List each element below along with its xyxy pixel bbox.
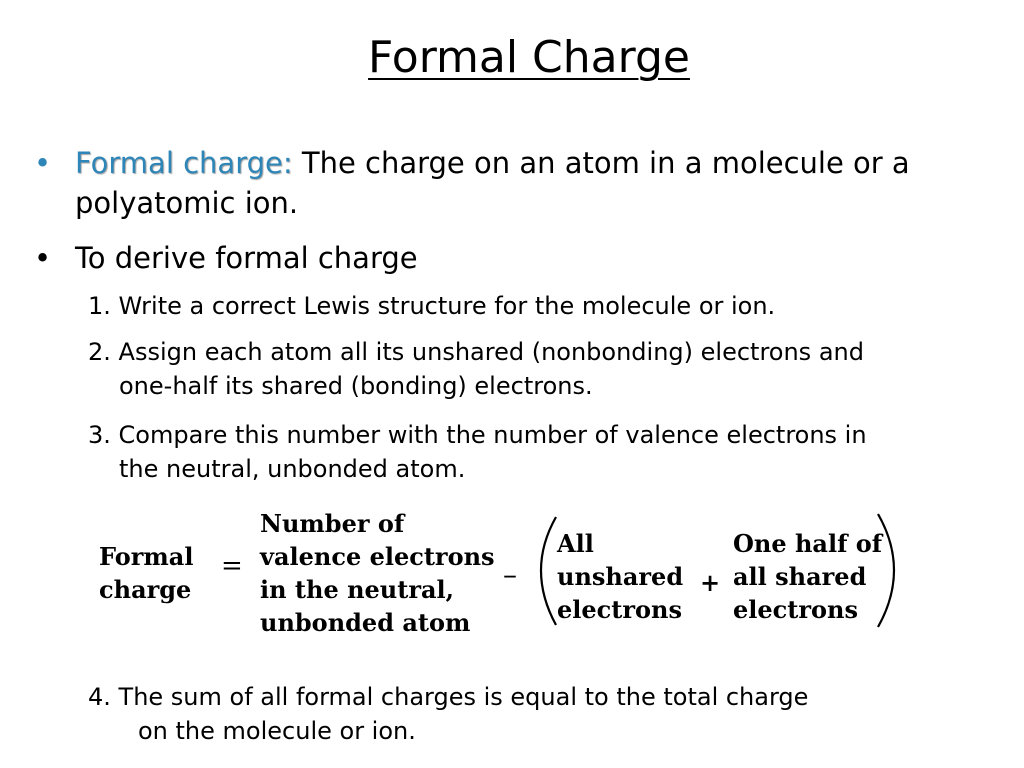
formula-half-shared-line: electrons	[733, 595, 858, 624]
step-4-continuation: on the molecule or ion.	[138, 717, 416, 745]
formula-lhs-line: Formal	[99, 542, 194, 571]
step-4	[88, 680, 1008, 748]
formula-valence-line: unbonded atom	[260, 608, 471, 637]
step-4-text: 4. The sum of all formal charges is equal to the total charge	[88, 683, 809, 711]
step-2-continuation: one-half its shared (bonding) electrons.	[119, 372, 593, 400]
right-parenthesis	[878, 514, 894, 627]
bullet-derive-formal-charge	[34, 238, 994, 278]
formula-minus-sign: –	[503, 558, 517, 591]
formula-valence-term	[260, 507, 495, 639]
formula-unshared-line: unshared	[557, 562, 684, 591]
formula-half-shared-term	[733, 527, 882, 626]
bullet-marker: •	[34, 241, 52, 275]
step-3-continuation: the neutral, unbonded atom.	[119, 455, 466, 483]
definition-term: Formal charge:	[75, 146, 293, 180]
formula-unshared-term	[557, 527, 683, 626]
formula-unshared-line: electrons	[557, 595, 682, 624]
step-1	[88, 289, 1008, 323]
formula-valence-line: valence electrons	[260, 542, 495, 571]
bullet-marker: •	[34, 146, 52, 180]
formula-half-shared-line: all shared	[733, 562, 867, 591]
formula-plus-sign: +	[700, 568, 721, 597]
definition-text: The charge on an atom in a molecule or a polyatomic ion.	[75, 146, 910, 220]
formula-half-shared-line: One half of	[733, 529, 883, 558]
step-2	[88, 335, 1008, 403]
slide-title: Formal Charge	[368, 32, 690, 83]
formula-equals-sign: =	[221, 551, 243, 581]
formula-valence-line: Number of	[260, 509, 405, 538]
bullet-formal-charge-definition	[34, 143, 994, 223]
formula-lhs-line: charge	[99, 575, 192, 604]
formula-lhs	[99, 540, 193, 606]
formula-unshared-line: All	[557, 529, 594, 558]
formula-valence-line: in the neutral,	[260, 575, 455, 604]
step-3	[88, 418, 1008, 486]
step-2-text: 2. Assign each atom all its unshared (nonbonding) electrons and	[88, 338, 864, 366]
step-1-text: 1. Write a correct Lewis structure for the molecule or ion.	[88, 292, 776, 320]
left-parenthesis	[541, 517, 556, 625]
bullet-text: To derive formal charge	[75, 241, 418, 275]
step-3-text: 3. Compare this number with the number of valence electrons in	[88, 421, 867, 449]
